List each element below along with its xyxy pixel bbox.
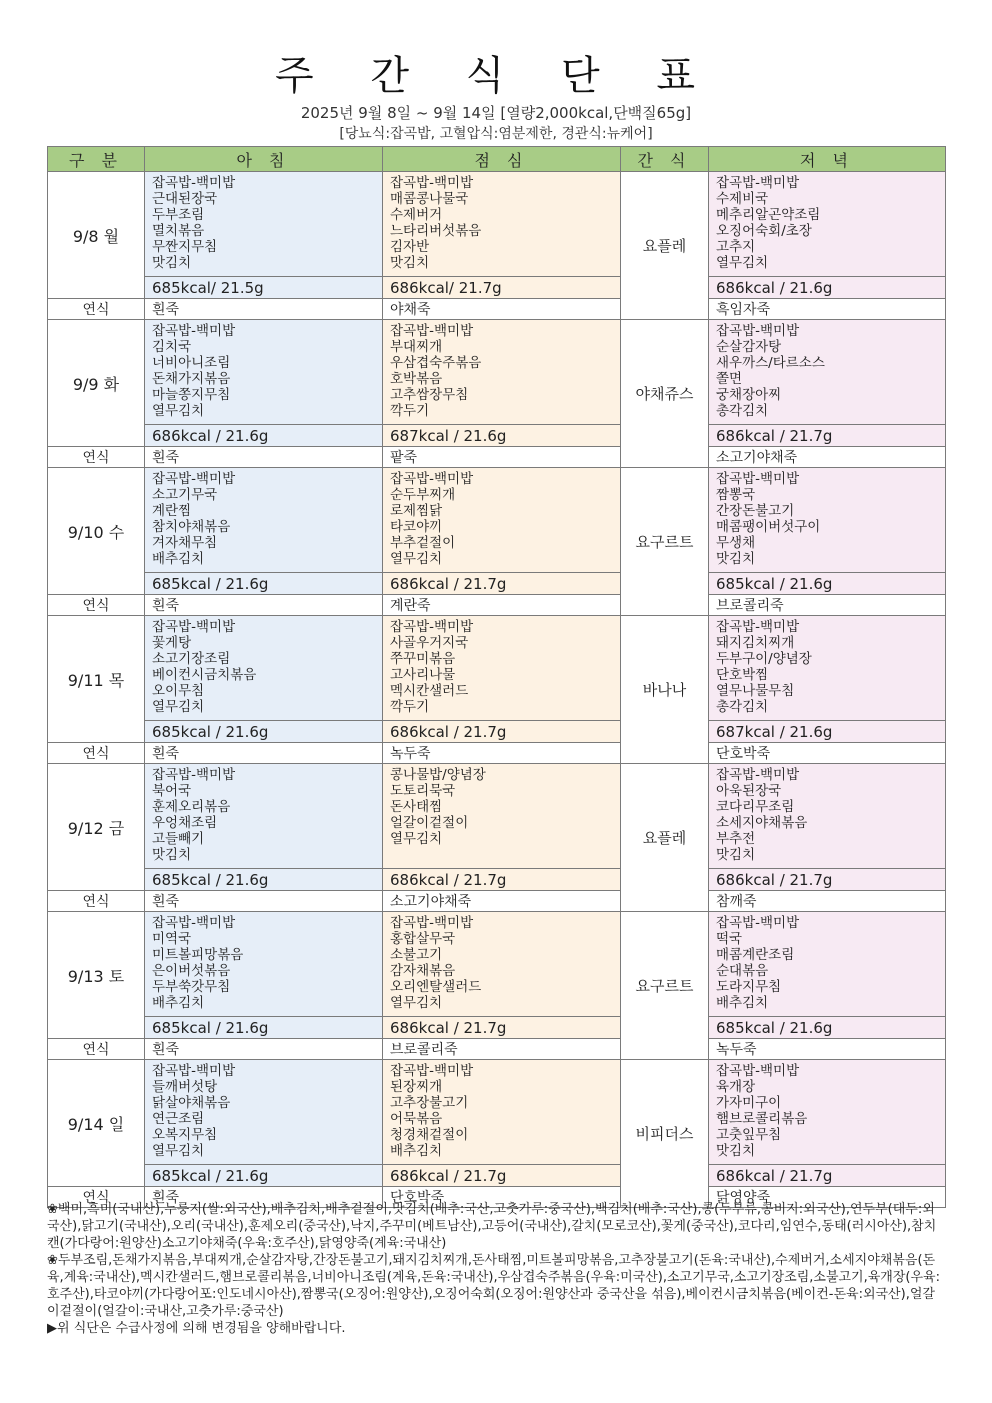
menu-item: 고들빼기 xyxy=(152,831,205,847)
menu-item: 훈제오리볶음 xyxy=(152,799,231,815)
menu-item: 미트볼피망볶음 xyxy=(152,947,244,963)
diet-info-subtitle: [당뇨식:잡곡밥, 고혈압식:염분제한, 경관식:뉴케어] xyxy=(339,126,653,142)
breakfast-items xyxy=(145,912,383,1017)
menu-item: 부대찌개 xyxy=(390,339,443,355)
header-gubun: 구 분 xyxy=(48,147,145,172)
breakfast-kcal: 685kcal / 21.6g xyxy=(145,1165,383,1187)
menu-item: 소불고기 xyxy=(390,947,443,963)
menu-item: 잡곡밥-백미밥 xyxy=(390,471,474,487)
breakfast-kcal: 686kcal / 21.6g xyxy=(145,425,383,447)
menu-item: 미역국 xyxy=(152,931,192,947)
weekly-menu-table xyxy=(47,146,946,1208)
day-yeonsik-row xyxy=(48,743,946,764)
day-label: 9/13 토 xyxy=(48,912,145,1039)
menu-item: 콩나물밥/양념장 xyxy=(390,767,486,783)
breakfast-kcal: 685kcal/ 21.5g xyxy=(145,277,383,299)
menu-item: 도토리묵국 xyxy=(390,783,456,799)
day-kcal-row xyxy=(48,869,946,891)
menu-item: 잡곡밥-백미밥 xyxy=(152,471,236,487)
menu-item: 순살감자탕 xyxy=(716,339,782,355)
menu-item: 햄브로콜리볶음 xyxy=(716,1111,808,1127)
menu-item: 타코야끼 xyxy=(390,519,443,535)
menu-item: 우엉채조림 xyxy=(152,815,218,831)
day-yeonsik-row xyxy=(48,891,946,912)
dinner-kcal: 686kcal / 21.7g xyxy=(709,425,946,447)
header-snack: 간 식 xyxy=(621,147,709,172)
lunch-kcal: 686kcal / 21.7g xyxy=(383,869,621,891)
menu-item: 북어국 xyxy=(152,783,192,799)
menu-item: 두부구이/양념장 xyxy=(716,651,812,667)
menu-item: 단호박찜 xyxy=(716,667,769,683)
day-kcal-row xyxy=(48,425,946,447)
dinner-yeonsik: 단호박죽 xyxy=(709,743,946,764)
menu-item: 은이버섯볶음 xyxy=(152,963,231,979)
menu-item: 잡곡밥-백미밥 xyxy=(390,175,474,191)
lunch-kcal: 686kcal / 21.7g xyxy=(383,1017,621,1039)
dinner-items xyxy=(709,468,946,573)
menu-item: 열무김치 xyxy=(390,551,443,567)
snack-cell: 바나나 xyxy=(621,616,709,764)
menu-item: 마늘쫑지무침 xyxy=(152,387,231,403)
dinner-yeonsik: 브로콜리죽 xyxy=(709,595,946,616)
day-kcal-row xyxy=(48,1017,946,1039)
lunch-items xyxy=(383,320,621,425)
lunch-yeonsik: 브로콜리죽 xyxy=(383,1039,621,1060)
menu-item: 부추전 xyxy=(716,831,756,847)
menu-item: 잡곡밥-백미밥 xyxy=(390,1063,474,1079)
menu-item: 잡곡밥-백미밥 xyxy=(152,767,236,783)
dinner-items xyxy=(709,172,946,277)
menu-item: 쫄면 xyxy=(716,371,743,387)
yeonsik-label: 연식 xyxy=(48,595,145,616)
menu-item: 떡국 xyxy=(716,931,743,947)
lunch-items xyxy=(383,1060,621,1165)
menu-item: 고사리나물 xyxy=(390,667,456,683)
menu-item: 잡곡밥-백미밥 xyxy=(152,915,236,931)
yeonsik-label: 연식 xyxy=(48,447,145,468)
day-yeonsik-row xyxy=(48,447,946,468)
day-menu-row xyxy=(48,1060,946,1165)
dinner-items xyxy=(709,764,946,869)
menu-item: 돈사태찜 xyxy=(390,799,443,815)
breakfast-kcal: 685kcal / 21.6g xyxy=(145,573,383,595)
menu-item: 오리엔탈샐러드 xyxy=(390,979,482,995)
menu-item: 사골우거지국 xyxy=(390,635,469,651)
day-menu-row xyxy=(48,912,946,1017)
day-yeonsik-row xyxy=(48,595,946,616)
snack-cell: 요플레 xyxy=(621,172,709,320)
lunch-items xyxy=(383,468,621,573)
menu-item: 잡곡밥-백미밥 xyxy=(716,915,800,931)
menu-item: 맛김치 xyxy=(152,255,192,271)
lunch-kcal: 686kcal / 21.7g xyxy=(383,1165,621,1187)
lunch-yeonsik: 팥죽 xyxy=(383,447,621,468)
menu-item: 돼지김치찌개 xyxy=(716,635,795,651)
menu-item: 얼갈이겉절이 xyxy=(390,815,469,831)
breakfast-kcal: 685kcal / 21.6g xyxy=(145,869,383,891)
day-menu-row xyxy=(48,468,946,573)
notes-line-3: ▶위 식단은 수급사정에 의해 변경됨을 양해바랍니다. xyxy=(47,1321,346,1336)
menu-item: 오징어숙회/초장 xyxy=(716,223,812,239)
menu-item: 코다리무조림 xyxy=(716,799,795,815)
yeonsik-label: 연식 xyxy=(48,891,145,912)
lunch-yeonsik: 단호박죽 xyxy=(383,1187,621,1208)
dinner-items xyxy=(709,320,946,425)
menu-item: 연근조림 xyxy=(152,1111,205,1127)
day-yeonsik-row xyxy=(48,299,946,320)
dinner-items xyxy=(709,616,946,721)
dinner-kcal: 685kcal / 21.6g xyxy=(709,1017,946,1039)
breakfast-yeonsik: 흰죽 xyxy=(145,1187,383,1208)
breakfast-yeonsik: 흰죽 xyxy=(145,743,383,764)
menu-item: 궁채장아찌 xyxy=(716,387,782,403)
day-kcal-row xyxy=(48,573,946,595)
dinner-kcal: 686kcal / 21.6g xyxy=(709,277,946,299)
header-dinner: 저 녁 xyxy=(709,147,946,172)
breakfast-kcal: 685kcal / 21.6g xyxy=(145,721,383,743)
menu-item: 깍두기 xyxy=(390,403,430,419)
menu-item: 오복지무침 xyxy=(152,1127,218,1143)
menu-item: 열무김치 xyxy=(152,1143,205,1159)
date-range-subtitle: 2025년 9월 8일 ~ 9월 14일 [열량2,000kcal,단백질65g] xyxy=(300,104,692,122)
day-kcal-row xyxy=(48,721,946,743)
dinner-kcal: 687kcal / 21.6g xyxy=(709,721,946,743)
menu-item: 배추김치 xyxy=(152,551,205,567)
yeonsik-label: 연식 xyxy=(48,1187,145,1208)
menu-item: 수제버거 xyxy=(390,207,443,223)
breakfast-items xyxy=(145,764,383,869)
menu-item: 오이무침 xyxy=(152,683,205,699)
breakfast-items xyxy=(145,468,383,573)
menu-item: 잡곡밥-백미밥 xyxy=(152,619,236,635)
dinner-kcal: 686kcal / 21.7g xyxy=(709,869,946,891)
menu-item: 쭈꾸미볶음 xyxy=(390,651,456,667)
header-row xyxy=(48,147,946,172)
origin-notes xyxy=(47,1201,947,1337)
menu-item: 소고기장조림 xyxy=(152,651,231,667)
menu-item: 열무김치 xyxy=(152,699,205,715)
menu-item: 총각김치 xyxy=(716,699,769,715)
menu-item: 배추김치 xyxy=(716,995,769,1011)
dinner-yeonsik: 소고기야채죽 xyxy=(709,447,946,468)
menu-item: 수제비국 xyxy=(716,191,769,207)
menu-item: 들깨버섯탕 xyxy=(152,1079,218,1095)
day-label: 9/11 목 xyxy=(48,616,145,743)
menu-item: 잡곡밥-백미밥 xyxy=(152,323,236,339)
menu-item: 고추쌈장무침 xyxy=(390,387,469,403)
menu-item: 근대된장국 xyxy=(152,191,218,207)
menu-item: 감자채볶음 xyxy=(390,963,456,979)
menu-item: 짬뽕국 xyxy=(716,487,756,503)
snack-cell: 요구르트 xyxy=(621,468,709,616)
lunch-kcal: 686kcal / 21.7g xyxy=(383,721,621,743)
day-label: 9/8 월 xyxy=(48,172,145,299)
menu-item: 닭살야채볶음 xyxy=(152,1095,231,1111)
menu-item: 맛김치 xyxy=(390,255,430,271)
menu-item: 잡곡밥-백미밥 xyxy=(716,1063,800,1079)
menu-item: 가자미구이 xyxy=(716,1095,782,1111)
menu-item: 된장찌개 xyxy=(390,1079,443,1095)
menu-item: 우삼겹숙주볶음 xyxy=(390,355,482,371)
dinner-kcal: 686kcal / 21.7g xyxy=(709,1165,946,1187)
menu-item: 맛김치 xyxy=(152,847,192,863)
breakfast-kcal: 685kcal / 21.6g xyxy=(145,1017,383,1039)
menu-item: 아욱된장국 xyxy=(716,783,782,799)
menu-item: 어묵볶음 xyxy=(390,1111,443,1127)
breakfast-items xyxy=(145,1060,383,1165)
menu-item: 순두부찌개 xyxy=(390,487,456,503)
menu-item: 메추리알곤약조림 xyxy=(716,207,821,223)
menu-item: 로제찜닭 xyxy=(390,503,443,519)
notes-line-2: ❀두부조림,돈채가지볶음,부대찌개,순살감자탕,간장돈불고기,돼지김치찌개,돈사태찜,미트볼피망볶음,고추장불고기(돈육:국내산),수제버거,소세지야채볶음(돈육,계육:국내산),멕시칸샐러드,햄브로콜리볶음,너비아니조림(계육,돈육:국내산),우삼겹숙주볶음(우육:미국산),소고기무국,소고기장조림,소불고기,육개장(우육:호주산),타코야끼(가다랑어포:인도네시아산),짬뽕국(오징어:원양산),오징어숙회(오징어:원양산과 중국산을 섞음),베이컨시금치볶음(베이컨-돈육:외국산),얼갈이겉절이(얼갈이:국내산,고춧가루:중국산) xyxy=(47,1253,940,1319)
menu-item: 열무나물무침 xyxy=(716,683,795,699)
breakfast-yeonsik: 흰죽 xyxy=(145,447,383,468)
menu-item: 간장돈불고기 xyxy=(716,503,795,519)
dinner-yeonsik: 녹두죽 xyxy=(709,1039,946,1060)
menu-item: 열무김치 xyxy=(152,403,205,419)
menu-item: 청경채겉절이 xyxy=(390,1127,469,1143)
breakfast-yeonsik: 흰죽 xyxy=(145,299,383,320)
header-lunch: 점 심 xyxy=(383,147,621,172)
menu-item: 김치국 xyxy=(152,339,192,355)
page-title: 주 간 식 단 표 xyxy=(274,53,718,99)
day-label: 9/10 수 xyxy=(48,468,145,595)
menu-item: 매콤콩나물국 xyxy=(390,191,469,207)
breakfast-yeonsik: 흰죽 xyxy=(145,595,383,616)
menu-item: 느타리버섯볶음 xyxy=(390,223,482,239)
day-yeonsik-row xyxy=(48,1039,946,1060)
day-label: 9/9 화 xyxy=(48,320,145,447)
day-label: 9/14 일 xyxy=(48,1060,145,1187)
day-menu-row xyxy=(48,320,946,425)
yeonsik-label: 연식 xyxy=(48,743,145,764)
menu-item: 홍합살무국 xyxy=(390,931,456,947)
lunch-items xyxy=(383,616,621,721)
dinner-kcal: 685kcal / 21.6g xyxy=(709,573,946,595)
menu-item: 총각김치 xyxy=(716,403,769,419)
menu-item: 무짠지무침 xyxy=(152,239,218,255)
lunch-items xyxy=(383,172,621,277)
menu-item: 배추김치 xyxy=(152,995,205,1011)
menu-item: 맛김치 xyxy=(716,847,756,863)
menu-item: 매콤팽이버섯구이 xyxy=(716,519,821,535)
lunch-kcal: 686kcal / 21.7g xyxy=(383,573,621,595)
lunch-yeonsik: 녹두죽 xyxy=(383,743,621,764)
menu-item: 깍두기 xyxy=(390,699,430,715)
lunch-kcal: 687kcal / 21.6g xyxy=(383,425,621,447)
header-breakfast: 아 침 xyxy=(145,147,383,172)
menu-item: 열무김치 xyxy=(390,831,443,847)
lunch-items xyxy=(383,912,621,1017)
snack-cell: 야채쥬스 xyxy=(621,320,709,468)
breakfast-items xyxy=(145,320,383,425)
menu-item: 잡곡밥-백미밥 xyxy=(716,323,800,339)
dinner-items xyxy=(709,1060,946,1165)
menu-item: 잡곡밥-백미밥 xyxy=(152,1063,236,1079)
menu-item: 두부조림 xyxy=(152,207,205,223)
menu-item: 고춧잎무침 xyxy=(716,1127,782,1143)
day-menu-row xyxy=(48,616,946,721)
menu-item: 맛김치 xyxy=(716,551,756,567)
menu-item: 맛김치 xyxy=(716,1143,756,1159)
lunch-yeonsik: 야채죽 xyxy=(383,299,621,320)
lunch-kcal: 686kcal/ 21.7g xyxy=(383,277,621,299)
yeonsik-label: 연식 xyxy=(48,1039,145,1060)
menu-item: 잡곡밥-백미밥 xyxy=(390,619,474,635)
menu-item: 잡곡밥-백미밥 xyxy=(152,175,236,191)
menu-item: 너비아니조림 xyxy=(152,355,231,371)
breakfast-yeonsik: 흰죽 xyxy=(145,891,383,912)
menu-item: 소고기무국 xyxy=(152,487,218,503)
day-kcal-row xyxy=(48,1165,946,1187)
yeonsik-label: 연식 xyxy=(48,299,145,320)
lunch-items xyxy=(383,764,621,869)
day-menu-row xyxy=(48,764,946,869)
menu-item: 배추김치 xyxy=(390,1143,443,1159)
menu-item: 참치야채볶음 xyxy=(152,519,231,535)
menu-item: 계란찜 xyxy=(152,503,192,519)
menu-item: 잡곡밥-백미밥 xyxy=(716,767,800,783)
dinner-yeonsik: 닭영양죽 xyxy=(709,1187,946,1208)
menu-item: 소세지야채볶음 xyxy=(716,815,808,831)
menu-item: 순대볶음 xyxy=(716,963,769,979)
menu-item: 고추지 xyxy=(716,239,756,255)
menu-item: 꽃게탕 xyxy=(152,635,192,651)
menu-item: 두부쑥갓무침 xyxy=(152,979,231,995)
menu-item: 돈채가지볶음 xyxy=(152,371,231,387)
menu-item: 겨자채무침 xyxy=(152,535,218,551)
breakfast-items xyxy=(145,172,383,277)
day-kcal-row xyxy=(48,277,946,299)
menu-item: 부추겉절이 xyxy=(390,535,456,551)
menu-item: 열무김치 xyxy=(716,255,769,271)
menu-item: 잡곡밥-백미밥 xyxy=(390,323,474,339)
menu-item: 잡곡밥-백미밥 xyxy=(390,915,474,931)
snack-cell: 요구르트 xyxy=(621,912,709,1060)
breakfast-yeonsik: 흰죽 xyxy=(145,1039,383,1060)
snack-cell: 비피더스 xyxy=(621,1060,709,1208)
menu-item: 잡곡밥-백미밥 xyxy=(716,619,800,635)
menu-item: 잡곡밥-백미밥 xyxy=(716,175,800,191)
menu-item: 잡곡밥-백미밥 xyxy=(716,471,800,487)
lunch-yeonsik: 소고기야채죽 xyxy=(383,891,621,912)
day-label: 9/12 금 xyxy=(48,764,145,891)
menu-item: 고추장불고기 xyxy=(390,1095,469,1111)
menu-item: 매콤계란조림 xyxy=(716,947,795,963)
lunch-yeonsik: 계란죽 xyxy=(383,595,621,616)
menu-item: 멕시칸샐러드 xyxy=(390,683,469,699)
menu-item: 호박볶음 xyxy=(390,371,443,387)
dinner-yeonsik: 흑임자죽 xyxy=(709,299,946,320)
menu-item: 무생채 xyxy=(716,535,756,551)
menu-item: 육개장 xyxy=(716,1079,756,1095)
breakfast-items xyxy=(145,616,383,721)
menu-item: 김자반 xyxy=(390,239,430,255)
menu-item: 열무김치 xyxy=(390,995,443,1011)
menu-item: 새우까스/타르소스 xyxy=(716,355,825,371)
menu-item: 베이컨시금치볶음 xyxy=(152,667,257,683)
dinner-items xyxy=(709,912,946,1017)
menu-item: 멸치볶음 xyxy=(152,223,205,239)
snack-cell: 요플레 xyxy=(621,764,709,912)
dinner-yeonsik: 참깨죽 xyxy=(709,891,946,912)
menu-item: 도라지무침 xyxy=(716,979,782,995)
notes-line-1: ❀백미,흑미(국내산),누룽지(쌀:외국산),배추김치,배추겉절이,맛김치(배추:국산,고춧가루:중국산),백김치(배추:국산),콩(두부류,콩비지:외국산),연두부(대두:외국산),닭고기(국내산),오리(국내산),훈제오리(중국산),낙지,주꾸미(베트남산),고등어(국내산),갈치(모로코산),꽃게(중국산),코다리,임연수,동태(러시아산),참치캔(가다랑어:원양산)소고기야채죽(우육:호주산),닭영양죽(계육:국내산) xyxy=(47,1202,937,1251)
day-menu-row xyxy=(48,172,946,277)
